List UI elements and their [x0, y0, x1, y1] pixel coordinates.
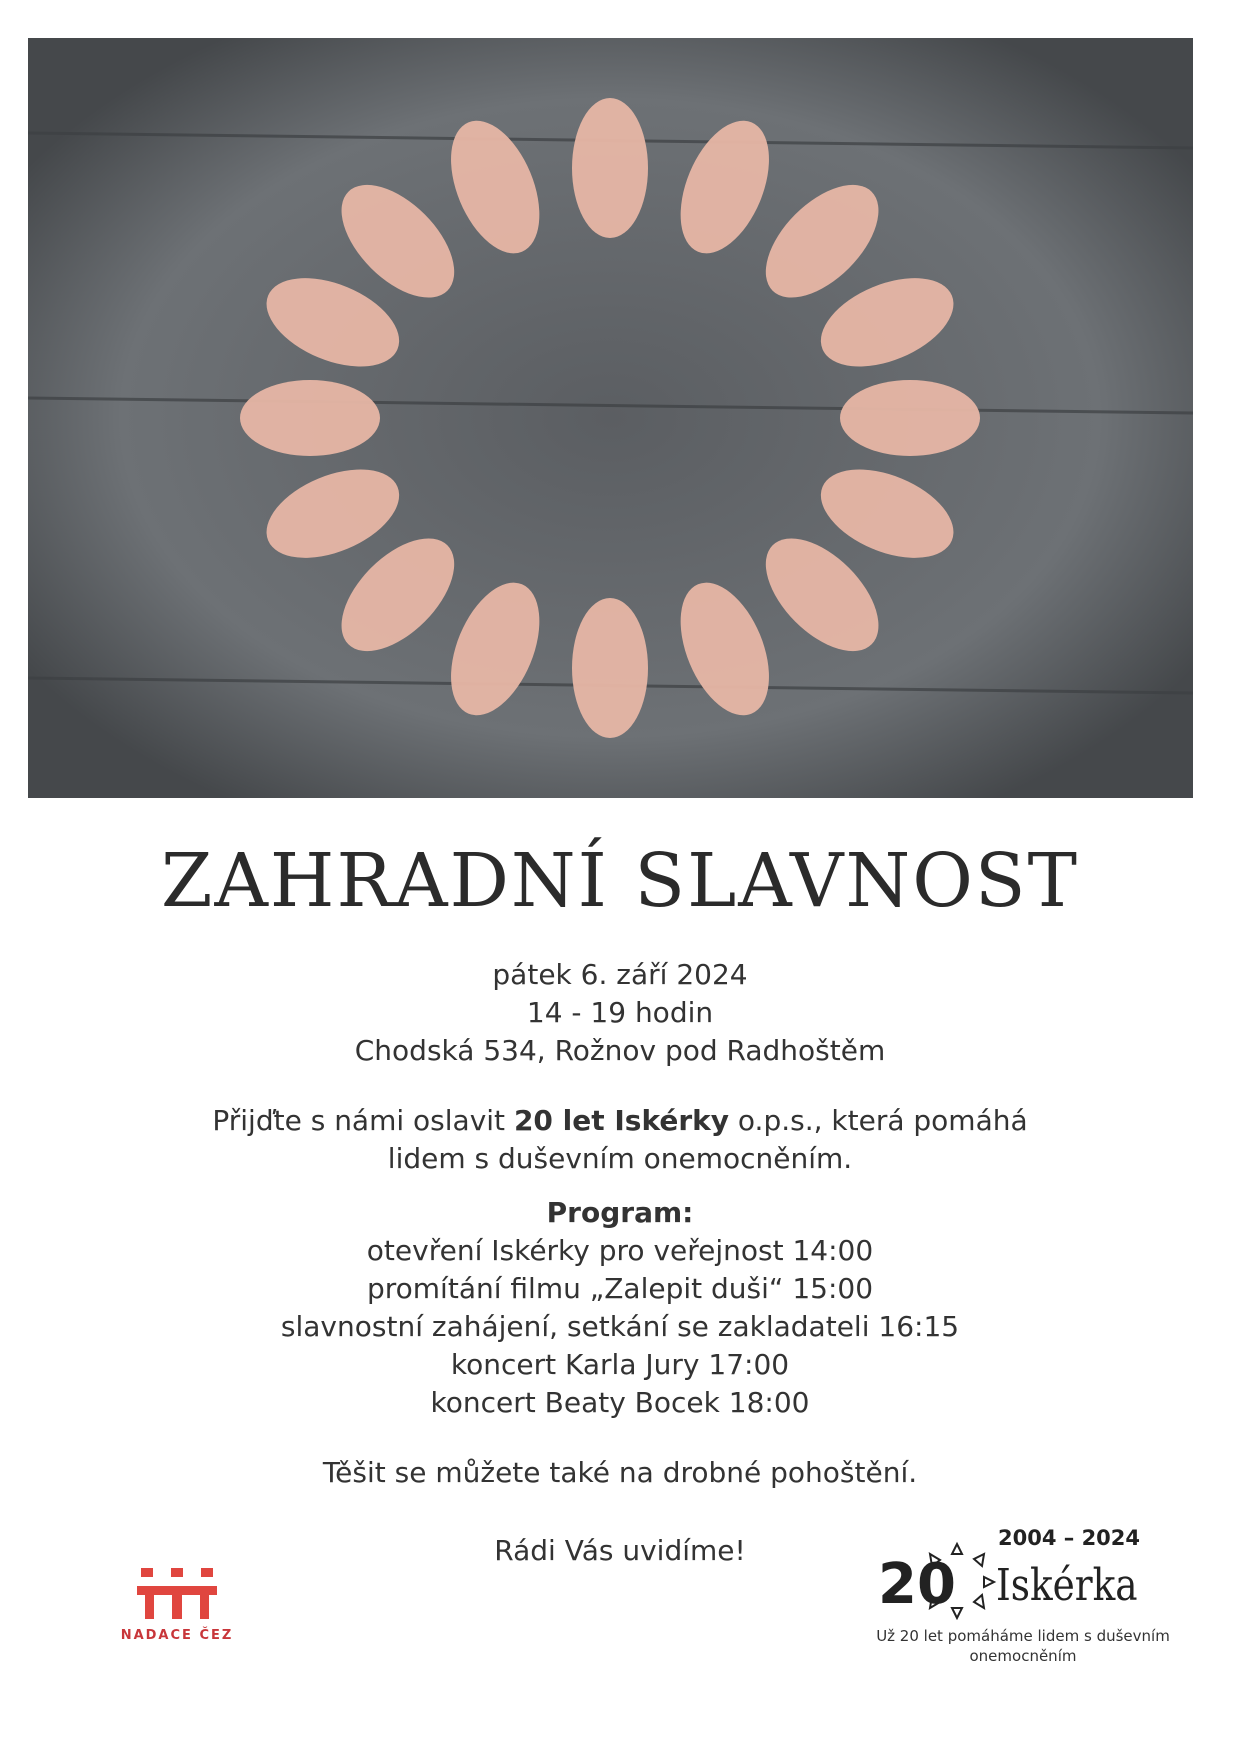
hands-in-circle-photo	[28, 38, 1193, 798]
program-section	[0, 1194, 1240, 1422]
sun-icon	[914, 1540, 1000, 1620]
hand-shape	[572, 98, 648, 238]
invitation-text	[0, 1102, 1240, 1178]
program-item: koncert Beaty Bocek 18:00	[430, 1386, 810, 1419]
hand-shape	[240, 380, 380, 456]
event-address: Chodská 534, Rožnov pod Radhoštěm	[354, 1034, 886, 1067]
program-item: slavnostní zahájení, setkání se zakladateli 16:15	[280, 1310, 960, 1343]
nadace-cez-logo	[112, 1568, 242, 1643]
logo-years: 2004 – 2024	[998, 1526, 1141, 1550]
logo-number: 20	[878, 1552, 956, 1617]
event-info	[0, 956, 1240, 1070]
logo-name: Iskérka	[996, 1560, 1138, 1611]
program-item: koncert Karla Jury 17:00	[450, 1348, 790, 1381]
iskerka-logo	[848, 1522, 1198, 1672]
hand-shape	[840, 380, 980, 456]
refreshments-note: Těšit se můžete také na drobné pohoštění.	[322, 1456, 918, 1489]
event-time: 14 - 19 hodin	[526, 996, 714, 1029]
anniversary-highlight: 20 let Iskérky	[513, 1104, 729, 1137]
hand-shape	[572, 598, 648, 738]
program-item: promítání filmu „Zalepit duši“ 15:00	[366, 1272, 874, 1305]
invitation-line-2: lidem s duševním onemocněním.	[387, 1142, 853, 1175]
event-date: pátek 6. září 2024	[492, 958, 748, 991]
invitation-line-1: Přijďte s námi oslavit 20 let Iskérky o.p.s., která pomáhá	[212, 1104, 1028, 1137]
sponsor-name: NADACE ČEZ	[120, 1628, 234, 1643]
program-heading: Program:	[546, 1196, 694, 1229]
logo-tagline: Už 20 let pomáháme lidem s duševním onemocněním	[876, 1627, 1170, 1665]
page-title: ZAHRADNÍ SLAVNOST	[161, 838, 1079, 924]
closing-line: Rádi Vás uvidíme!	[494, 1534, 746, 1567]
cez-emblem-icon	[137, 1568, 217, 1620]
program-item: otevření Iskérky pro veřejnost 14:00	[366, 1234, 874, 1267]
